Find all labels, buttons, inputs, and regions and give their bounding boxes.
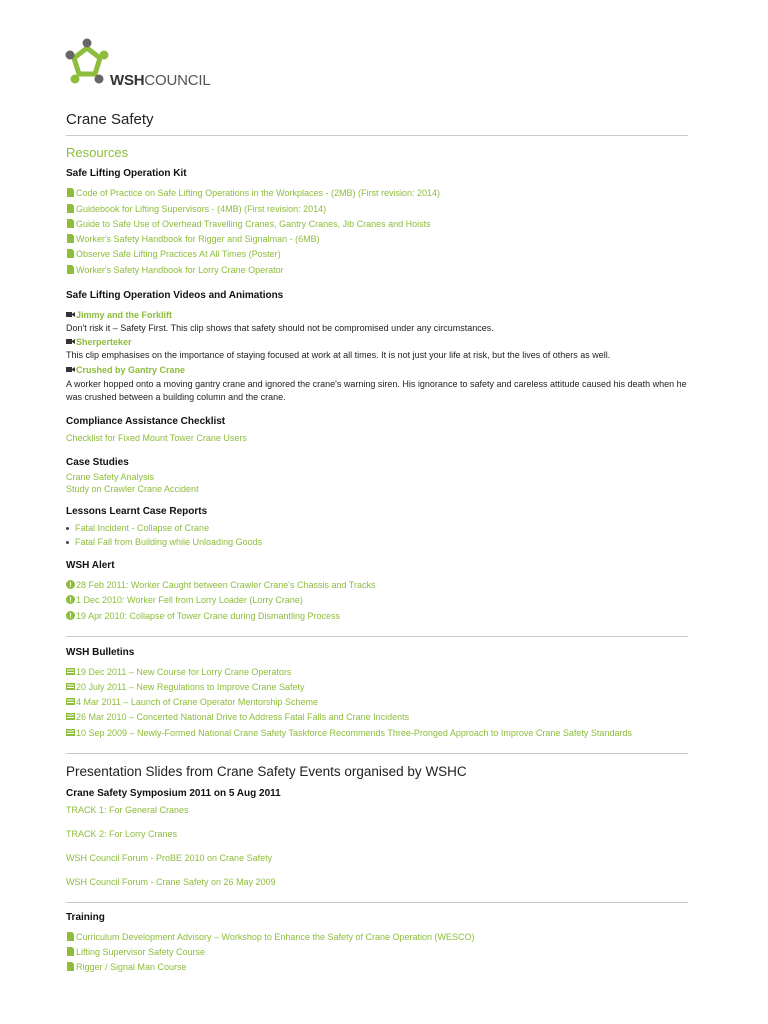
newspaper-icon (66, 697, 75, 706)
logo-wsh-text: WSH (110, 72, 145, 89)
case-studies-heading: Case Studies (66, 457, 129, 468)
video-link[interactable] (66, 365, 185, 375)
kit-link-label: Guide to Safe Use of Overhead Travelling Cranes, Gantry Cranes, Jib Cranes and Hoists (76, 219, 431, 229)
case-study-link[interactable]: Crane Safety Analysis (66, 472, 155, 482)
video-link[interactable] (66, 337, 132, 347)
alert-link[interactable] (66, 611, 340, 621)
kit-link[interactable] (66, 265, 284, 275)
training-link[interactable] (66, 947, 205, 957)
document-icon (66, 962, 75, 971)
divider (66, 135, 688, 136)
lesson-link[interactable]: Fatal Fall from Building while Unloading Goods (66, 537, 262, 547)
document-icon (66, 188, 75, 197)
alert-heading: WSH Alert (66, 560, 115, 571)
training-label: Lifting Supervisor Safety Course (76, 947, 206, 957)
kit-heading: Safe Lifting Operation Kit (66, 168, 187, 179)
video-title: Crushed by Gantry Crane (76, 365, 186, 375)
lesson-link[interactable]: Fatal Incident - Collapse of Crane (66, 523, 209, 533)
alert-link[interactable] (66, 580, 376, 590)
kit-link[interactable] (66, 188, 440, 198)
bulletin-label: 10 Sep 2009 – Newly-Formed National Crane Safety Taskforce Recommends Three-Pronged Approach to Improve Crane Safety Standards (76, 728, 632, 738)
lessons-heading: Lessons Learnt Case Reports (66, 506, 208, 517)
kit-link[interactable] (66, 219, 431, 229)
bulletin-label: 4 Mar 2011 – Launch of Crane Operator Mentorship Scheme (76, 697, 318, 707)
alert-label: 19 Apr 2010: Collapse of Tower Crane during Dismantling Process (76, 611, 340, 621)
training-link[interactable] (66, 962, 187, 972)
divider (66, 902, 688, 903)
training-label: Curriculum Development Advisory – Workshop to Enhance the Safety of Crane Operation (WESCO) (76, 932, 475, 942)
video-camera-icon (66, 365, 75, 374)
kit-link[interactable] (66, 234, 320, 244)
newspaper-icon (66, 667, 75, 676)
document-icon (66, 265, 75, 274)
bulletins-heading: WSH Bulletins (66, 647, 135, 658)
kit-link-label: Guidebook for Lifting Supervisors - (4MB) (First revision: 2014) (76, 204, 327, 214)
bulletin-link[interactable] (66, 682, 304, 692)
alert-label: 1 Dec 2010: Worker Fell from Lorry Loader (Lorry Crane) (76, 595, 303, 605)
bulletin-link[interactable] (66, 667, 291, 677)
newspaper-icon (66, 728, 75, 737)
case-study-link[interactable]: Study on Crawler Crane Accident (66, 484, 199, 494)
checklist-link[interactable]: Checklist for Fixed Mount Tower Crane Users (66, 433, 247, 443)
videos-heading: Safe Lifting Operation Videos and Animations (66, 290, 284, 301)
divider (66, 753, 688, 754)
bulletin-label: 26 Mar 2010 – Concerted National Drive to Address Fatal Falls and Crane Incidents (76, 712, 410, 722)
symposium-heading: Crane Safety Symposium 2011 on 5 Aug 2011 (66, 788, 281, 799)
video-description: Don't risk it – Safety First. This clip shows that safety should not be compromised under any circumstances. (66, 323, 494, 333)
kit-link-label: Observe Safe Lifting Practices At All Times (Poster) (76, 249, 281, 259)
kit-link-label: Code of Practice on Safe Lifting Operations in the Workplaces - (2MB) (First revision: 2014) (76, 188, 440, 198)
alert-label: 28 Feb 2011: Worker Caught between Crawler Crane's Chassis and Tracks (76, 580, 376, 590)
document-icon (66, 219, 75, 228)
logo-mark-icon (62, 38, 112, 90)
video-camera-icon (66, 337, 75, 346)
resources-heading: Resources (66, 145, 129, 160)
training-heading: Training (66, 912, 105, 923)
kit-link[interactable] (66, 249, 281, 259)
slides-link[interactable]: TRACK 2: For Lorry Cranes (66, 829, 178, 839)
video-description: A worker hopped onto a moving gantry crane and ignored the crane's warning siren. His ignorance to safety and careless attitude caused his death when he was crushed between a building column and the crane. (66, 379, 687, 402)
document-icon (66, 204, 75, 213)
alert-link[interactable] (66, 595, 303, 605)
video-camera-icon (66, 310, 75, 319)
bulletin-link[interactable] (66, 712, 409, 722)
training-link[interactable] (66, 932, 475, 942)
bulletin-label: 20 July 2011 – New Regulations to Improve Crane Safety (76, 682, 305, 692)
slides-link[interactable]: WSH Council Forum - Crane Safety on 26 May 2009 (66, 877, 276, 887)
newspaper-icon (66, 682, 75, 691)
bulletin-label: 19 Dec 2011 – New Course for Lorry Crane Operators (76, 667, 292, 677)
slides-heading: Presentation Slides from Crane Safety Events organised by WSHC (66, 764, 467, 779)
divider (66, 636, 688, 637)
wsh-council-logo[interactable] (62, 38, 212, 94)
bulletin-link[interactable] (66, 697, 318, 707)
document-icon (66, 932, 75, 941)
logo-council-text: COUNCIL (144, 72, 211, 89)
document-icon (66, 234, 75, 243)
video-description: This clip emphasises on the importance of staying focused at work at all times. It is not just your life at risk, but the lives of others as well. (66, 350, 611, 360)
kit-link-label: Worker's Safety Handbook for Lorry Crane Operator (76, 265, 284, 275)
video-title: Jimmy and the Forklift (76, 310, 173, 320)
alert-icon (66, 611, 75, 620)
kit-link-label: Worker's Safety Handbook for Rigger and Signalman - (6MB) (76, 234, 320, 244)
alert-icon (66, 595, 75, 604)
bulletin-link[interactable] (66, 728, 632, 738)
newspaper-icon (66, 712, 75, 721)
slides-link[interactable]: WSH Council Forum - ProBE 2010 on Crane Safety (66, 853, 273, 863)
video-title: Sherperteker (76, 337, 132, 347)
page-title: Crane Safety (66, 111, 154, 128)
kit-link[interactable] (66, 204, 326, 214)
document-icon (66, 947, 75, 956)
video-link[interactable] (66, 310, 172, 320)
training-label: Rigger / Signal Man Course (76, 962, 187, 972)
slides-link[interactable]: TRACK 1: For General Cranes (66, 805, 189, 815)
checklist-heading: Compliance Assistance Checklist (66, 416, 226, 427)
alert-icon (66, 580, 75, 589)
document-icon (66, 249, 75, 258)
